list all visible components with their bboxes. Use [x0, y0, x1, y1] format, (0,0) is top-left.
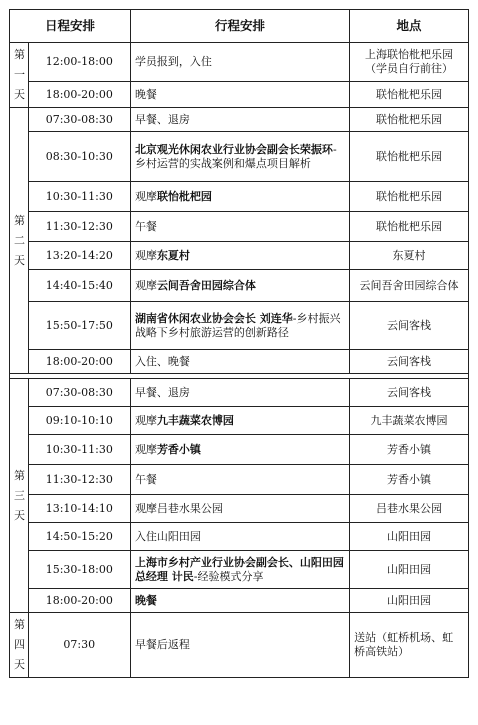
table-row: [10, 465, 469, 495]
time-cell: 15:50-17:50: [28, 302, 130, 350]
activity-cell: [130, 132, 349, 182]
location-cell: 云间客栈: [350, 379, 469, 407]
time-cell: 07:30-08:30: [28, 379, 130, 407]
activity-cell: [130, 242, 349, 270]
time-cell: 12:00-18:00: [28, 43, 130, 82]
time-cell: 18:00-20:00: [28, 350, 130, 374]
location-cell: 云间客栈: [350, 302, 469, 350]
activity-cell: [130, 407, 349, 435]
time-cell: 08:30-10:30: [28, 132, 130, 182]
activity-text: 早餐后返程: [134, 638, 190, 651]
activity-cell: [130, 589, 349, 613]
activity-text: 东夏村: [156, 248, 190, 262]
day-label-char: 三: [14, 488, 25, 502]
activity-cell: [130, 435, 349, 465]
table-row: [10, 108, 469, 132]
day-label-char: 第: [14, 48, 25, 61]
activity-text: 观摩: [134, 248, 157, 262]
activity-text: 午餐: [134, 219, 157, 233]
header-schedule: 日程安排: [10, 10, 131, 43]
time-cell: 18:00-20:00: [28, 82, 130, 108]
table-row: [10, 407, 469, 435]
table-row: [10, 551, 469, 589]
activity-text: 观摩: [134, 442, 157, 456]
table-row: [10, 302, 469, 350]
time-cell: 13:10-14:10: [28, 495, 130, 523]
time-cell: 10:30-11:30: [28, 182, 130, 212]
table-row: [10, 132, 469, 182]
location-cell: 联怡枇杷乐园: [350, 212, 469, 242]
day-label-char: 二: [14, 233, 25, 247]
activity-cell: [130, 212, 349, 242]
table-row: [10, 435, 469, 465]
activity-text: 联怡枇杷园: [156, 189, 212, 203]
activity-text: 湖南省休闲农业协会会长 刘连华: [134, 311, 293, 325]
day-label-char: 天: [14, 88, 25, 101]
location-cell: 东夏村: [350, 242, 469, 270]
schedule-table: [9, 9, 469, 678]
location-cell: 九丰蔬菜农博园: [350, 407, 469, 435]
activity-text: -乡村运营的实战案例和爆点项目解析: [134, 142, 337, 170]
activity-cell: [130, 43, 349, 82]
location-cell: 芳香小镇: [350, 465, 469, 495]
activity-text: -乡村振兴战略下乡村旅游运营的创新路径: [134, 311, 341, 339]
activity-text: 早餐、退房: [134, 385, 190, 399]
table-row: [10, 613, 469, 678]
location-cell: 联怡枇杷乐园: [350, 82, 469, 108]
header-row: [10, 10, 469, 43]
table-row: [10, 82, 469, 108]
location-cell: 送站（虹桥机场、虹桥高铁站）: [350, 613, 469, 678]
day-label-char: 天: [14, 508, 25, 522]
location-cell: 联怡枇杷乐园: [350, 108, 469, 132]
activity-cell: [130, 182, 349, 212]
table-row: [10, 495, 469, 523]
time-cell: 11:30-12:30: [28, 212, 130, 242]
activity-text: 观摩: [134, 278, 157, 292]
day-label-char: 天: [14, 253, 25, 267]
table-row: [10, 350, 469, 374]
location-cell: 吕巷水果公园: [350, 495, 469, 523]
day-label: [10, 43, 29, 108]
day-label: [10, 379, 29, 613]
day-label-char: 第: [14, 618, 25, 631]
activity-text: 北京观光休闲农业行业协会副会长荣振环: [134, 142, 333, 156]
day-label: [10, 613, 29, 678]
location-cell: 云间客栈: [350, 350, 469, 374]
activity-text: 观摩: [134, 189, 157, 203]
activity-cell: [130, 82, 349, 108]
time-cell: 18:00-20:00: [28, 589, 130, 613]
activity-text: 云间吾舍田园综合体: [156, 278, 256, 292]
activity-text: 入住、晚餐: [134, 354, 190, 368]
activity-cell: [130, 551, 349, 589]
activity-cell: [130, 350, 349, 374]
time-cell: 14:50-15:20: [28, 523, 130, 551]
location-cell: 山阳田园: [350, 589, 469, 613]
day-label-char: 一: [14, 68, 25, 81]
header-itinerary: 行程安排: [130, 10, 349, 43]
time-cell: 10:30-11:30: [28, 435, 130, 465]
schedule-body: [10, 43, 469, 678]
table-row: [10, 182, 469, 212]
activity-text: 观摩: [134, 413, 157, 427]
table-row: [10, 242, 469, 270]
location-cell: 联怡枇杷乐园: [350, 182, 469, 212]
activity-cell: [130, 379, 349, 407]
time-cell: 13:20-14:20: [28, 242, 130, 270]
time-cell: 14:40-15:40: [28, 270, 130, 302]
table-row: [10, 379, 469, 407]
activity-cell: [130, 495, 349, 523]
day-label-char: 四: [14, 638, 25, 651]
time-cell: 09:10-10:10: [28, 407, 130, 435]
day-label-char: 第: [14, 213, 25, 227]
activity-text: 芳香小镇: [156, 442, 201, 456]
location-cell: 山阳田园: [350, 551, 469, 589]
activity-cell: [130, 302, 349, 350]
location-cell: 山阳田园: [350, 523, 469, 551]
location-cell: 云间吾舍田园综合体: [350, 270, 469, 302]
location-cell: 联怡枇杷乐园: [350, 132, 469, 182]
activity-text: 九丰蔬菜农博园: [156, 413, 234, 427]
activity-text: 晚餐: [134, 593, 157, 607]
activity-cell: [130, 270, 349, 302]
activity-text: 入住山阳田园: [134, 529, 201, 543]
table-row: [10, 43, 469, 82]
location-cell: 上海联怡枇杷乐园（学员自行前往）: [350, 43, 469, 82]
activity-cell: [130, 108, 349, 132]
activity-text: 午餐: [134, 472, 157, 486]
activity-text: 上海市乡村产业行业协会副会长、山阳田园总经理 计民: [134, 555, 344, 583]
day-label: [10, 108, 29, 374]
time-cell: 11:30-12:30: [28, 465, 130, 495]
table-row: [10, 523, 469, 551]
activity-cell: [130, 613, 349, 678]
activity-text: 晚餐: [134, 87, 157, 101]
table-row: [10, 589, 469, 613]
time-cell: 15:30-18:00: [28, 551, 130, 589]
activity-text: -经验模式分享: [193, 569, 264, 583]
header-location: 地点: [350, 10, 469, 43]
location-cell: 芳香小镇: [350, 435, 469, 465]
day-label-char: 第: [14, 468, 25, 482]
time-cell: 07:30-08:30: [28, 108, 130, 132]
table-row: [10, 212, 469, 242]
activity-text: 早餐、退房: [134, 112, 190, 126]
activity-cell: [130, 465, 349, 495]
table-row: [10, 270, 469, 302]
activity-cell: [130, 523, 349, 551]
activity-text: 学员报到，入住: [134, 55, 212, 69]
activity-text: 观摩吕巷水果公园: [134, 501, 223, 515]
day-label-char: 天: [14, 658, 25, 671]
time-cell: 07:30: [28, 613, 130, 678]
